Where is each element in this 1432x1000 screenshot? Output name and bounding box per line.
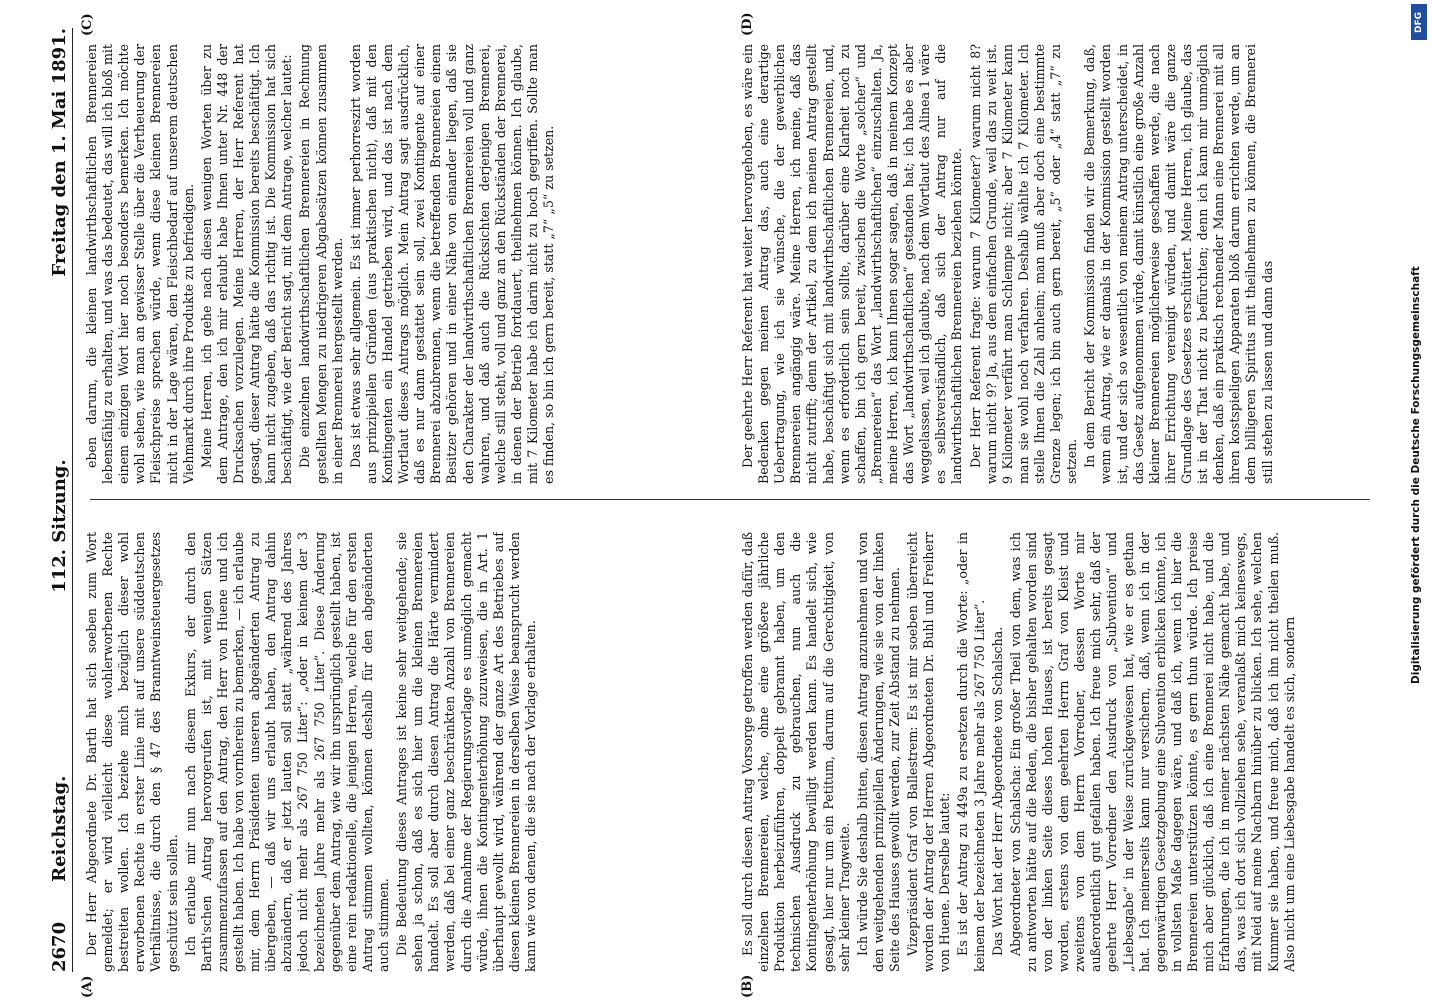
document-body [40, 12, 1390, 998]
paragraph: Die Bedeutung dieses Antrages ist keine sehr weitgehende; sie sehen ja schon, daß es sich hier um die kleinen Brennereien handelt. Es soll aber durch diesen Antrag die Härte vermindert werden, daß bei einer ganz beschränkten Anzahl von Brennereien durch die Annahme der Regierungsvorlage es unmöglich gemacht würde, ihnen die Kontingenterhöhung zuzuweisen, die in Art. 1 überhaupt gewollt wird, während der ganze Art des Betriebes auf diesen kleinen Brennereien in derselben Weise beansprucht werden kann wie von denen, die sie nach der Vorlage erhalten. [394, 532, 538, 972]
column-right-top [84, 44, 724, 484]
paragraph: Das ist etwas sehr allgemein. Es ist immer perhorreszirt worden aus prinzipiellen Gründen (aus praktischen nicht), daß mit den Kontingenten ein Handel getrieben wird, und das ist nach dem Wortlaut dieses Antrags möglich. Mein Antrag sagt ausdrücklich, daß es nur dann gestattet sein soll, zwei Kontingente auf einer Brennerei abzubrennen, wenn die betreffenden Brennereien einem Besitzer gehören und in einer Nähe von einander liegen, daß sie den Charakter der landwirthschaftlichen Brennereien voll und ganz wahren, und daß auch die Rücksichten derjenigen Brennerei, welche still steht, voll und ganz an den Rückständen der Brennerei, in denen der Betrieb fortdauert, theilnehmen können. Ich glaube, mit 7 Kilometer habe ich darin nicht zu hoch gegriffen. Sollte man es finden, so bin ich gern bereit, statt „7“ „5“ zu setzen. [347, 44, 557, 484]
margin-marker-c: (C) [80, 13, 95, 36]
margin-marker-d: (D) [740, 12, 755, 36]
paragraph: eben darum, die kleinen landwirthschaftlichen Brennereien lebensfähig zu erhalten, und was das bedeutet, das will ich bloß mit einem einzigen Wort hier noch besonders bemerken. Ich möchte wohl sehen, wie man an gewisser Stelle über die Vertheuerung der Fleischpreise sprechen würde, wenn diese kleinen Brennereien nicht in der Lage wären, den Fleischbedarf auf unserem deutschen Viehmarkt durch ihre Produkte zu befriedigen. [84, 44, 196, 484]
quoted-motion: Es ist der Antrag zu 449a zu ersetzen durch die Worte: „oder in keinem der bezeichneten 3 Jahre mehr als 267 750 Liter“. [955, 532, 987, 972]
header-left [49, 776, 70, 972]
publication-title: Reichstag. [49, 775, 70, 882]
quoted-motion: Die einzelnen landwirthschaftlichen Brennereien in Rechnung gestellten Mengen zu niedrigeren Abgabesätzen können zusammen in einer Brennerei hergestellt werden. [297, 44, 345, 484]
column-left-top [84, 532, 724, 972]
dfg-logo: DFG [1411, 4, 1427, 40]
paragraph: Der geehrte Herr Referent hat weiter hervorgehoben, es wäre ein Bedenken gegen meinen Antrag das, auch eine derartige Uebertragung, wie ich sie wünsche, die der gewerblichen Brennereien angängig wäre. Meine Herren, ich meine, daß das nicht zutrifft; denn der Artikel, zu dem ich meinen Antrag gestellt habe, beschäftigt sich mit landwirthschaftlichen Brennereien, und, wenn es erforderlich sein sollte, darüber eine Klarheit noch zu schaffen, bin ich gern bereit, zwischen die Worte „solcher“ und „Brennereien“ das Wort „landwirthschaftlichen“ einzuschalten. Ja, meine Herren, ich kann Ihnen sogar sagen, daß in meinem Konzept das Wort „landwirthschaftlichen“ gestanden hat; ich habe es aber weggelassen, weil ich glaubte, nach dem Wortlaut des Alinea 1 wäre es selbstverständlich, daß sich der Antrag nur auf die landwirthschaftlichen Brennereien beziehen könnte. [740, 44, 965, 484]
session-date: Freitag den 1. Mai 1891. [49, 28, 70, 277]
paragraph: Der Herr Abgeordnete Dr. Barth hat sich soeben zum Wort gemeldet; er wird vielleicht diese wohlerworbenen Rechte bestreiten wollen. Ich beziehe mich bezüglich dieser wohl erworbenen Rechte in erster Linie mit auf unsere süddeutschen Verhältnisse, die durch den § 47 des Branntweinsteuergesetzes geschützt sein sollen. [84, 532, 180, 972]
paragraph: Das Wort hat der Herr Abgeordnete von Schalscha. [989, 626, 1005, 956]
column-right-bottom [740, 44, 1360, 484]
paragraph: Meine Herren, ich gehe nach diesen wenigen Worten über zu dem Antrage, den ich mir erlaubt habe Ihnen unter Nr. 448 der Drucksachen vorzulegen. Meine Herren, der Herr Referent hat gesagt, dieser Antrag hätte die Kommission bereits beschäftigt. Ich kann nicht zugeben, daß das richtig ist. Die Kommission hat sich beschäftigt, wie der Bericht sagt, mit dem Antrage, welcher lautet: [198, 44, 295, 484]
page-number: 2670 [49, 921, 70, 972]
margin-marker-a: (A) [80, 975, 95, 998]
paragraph: Ich würde Sie deshalb bitten, diesen Antrag anzunehmen und von den weitgehenden prinzipiellen Änderungen, wie sie von der linken Seite des Hauses gewollt werden, zur Zeit Abstand zu nehmen. [854, 532, 902, 972]
paragraph: Es soll durch diesen Antrag Vorsorge getroffen werden dafür, daß einzelnen Brennereien, welche, ohne eine größere jährliche Produktion herbeizuführen, doppelt gebrannt haben, um den technischen Ausdruck zu gebrauchen, nun auch die Kontingenterhöhung bewilligt werden kann. Es handelt sich, wie gesagt, hier nur um ein Petitum, darum auf die Gerechtigkeit, von sehr kleiner Tragweite. [740, 532, 852, 972]
speaker-paragraph: Vizepräsident Graf von Ballestrem: Es ist mir soeben überreicht worden der Antrag der Herren Abgeordneten Dr. Buhl und Freiherr von Huene. Derselbe lautet: [905, 532, 953, 972]
header-rule [72, 28, 73, 972]
paragraph: Ich erlaube mir nun nach diesem Exkurs, der durch den Barth'schen Antrag hervorgerufen ist, mit wenigen Sätzen zusammenzufassen auf den Antrag, den Herr von Huene und ich gestellt haben. Ich habe von vornherein zu bemerken, — ich erlaube mir, dem Herrn Präsidenten unseren abgeänderten Antrag zu übergeben, — daß wir uns erlaubt haben, den Antrag dahin abzuändern, daß er jetzt lauten soll statt „während des Jahres jedoch nicht mehr als 267 750 Liter“: „oder in keinem der 3 bezeichneten Jahre mehr als 267 750 Liter“. Diese Änderung gegenüber dem Antrag, wie wir ihn ursprünglich gestellt haben, ist eine rein redaktionelle, die jenigen Herren, welche für den ersten Antrag stimmen wollten, können deshalb für den abgeänderten auch stimmen. [182, 532, 391, 972]
column-divider [90, 499, 1370, 500]
column-left-bottom [740, 532, 1360, 972]
page-header [40, 28, 70, 972]
speaker-paragraph: Abgeordneter von Schalscha: Ein großer Theil von dem, was ich zu antworten hätte auf die Reden, die bisher gehalten worden sind von der linken Seite dieses hohen Hauses, ist bereits gesagt worden, erstens von dem geehrten Herrn Graf von Kleist und zweitens von dem Herrn Vorredner, dessen Worte mir außerordentlich gut gefallen haben. Ich freue mich sehr, daß der geehrte Herr Vorredner den Ausdruck von „Subvention“ und „Liebesgabe“ in der Weise zurückgewiesen hat, wie er es gethan hat. Ich meinerseits kann nur versichern, daß, wenn ich in der gegenwärtigen Gesetzgebung eine Subvention erblicken könnte, ich in vollsten Maße dagegen wäre, und daß ich, wenn ich hier die Brennereien unterstützen könnte, es gern thun würde. Ich preise mich aber glücklich, daß ich eine Brennerei nicht habe, und die Erfahrungen, die ich in meiner nächsten Nähe gemacht habe, und das, was ich dort sich vollziehen sehe, veranlaßt mich keineswegs, mit Neid auf meine Nachbarn hinüber zu blicken. Ich sehe, welchen Kummer sie haben, und freue mich, daß ich ihn nicht theilen muß. Also nicht um eine Liebesgabe handelt es sich, sondern [1007, 532, 1297, 972]
session-title: 112. Sitzung. [49, 459, 70, 593]
digitization-credit: Digitalisierung gefördert durch die Deutsche Forschungsgemeinschaft [1410, 266, 1422, 684]
paragraph: In dem Bericht der Kommission finden wir die Bemerkung, daß, wenn ein Antrag, wie er damals in der Kommission gestellt worden ist, und der sich so wesentlich von meinem Antrag unterscheidet, in das Gesetz aufgenommen würde, damit künstlich eine große Anzahl kleiner Brennereien möglicherweise geschaffen werde, die nach ihrer Errichtung vereinigt würden, und damit wäre die ganze Grundlage des Gesetzes erschüttert. Meine Herren, ich glaube, das ist in der That nicht zu befürchten; denn ich kann mir unmöglich denken, daß ein praktisch rechnender Mann eine Brennerei mit all ihren kostspieligen Apparaten bloß darum errichten werde, um an dem billigeren Spiritus mit theilnehmen zu können, die Brennerei still stehen zu lassen und dann das [1082, 44, 1275, 484]
paragraph: Der Herr Referent fragte: warum 7 Kilometer? warum nicht 8? warum nicht 9? Ja, aus dem einfachen Grunde, weil das zu weit ist. 9 Kilometer verfährt man Schlempe nicht; aber 7 Kilometer kann man sie wohl noch verfahren. Deshalb wählte ich 7 Kilometer. Ich stelle Ihnen die Zahl anheim; man muß aber doch eine bestimmte Grenze legen; ich bin auch gern bereit, „5“ oder „4“ statt „7“ zu setzen. [967, 44, 1080, 484]
margin-marker-b: (B) [740, 974, 755, 998]
